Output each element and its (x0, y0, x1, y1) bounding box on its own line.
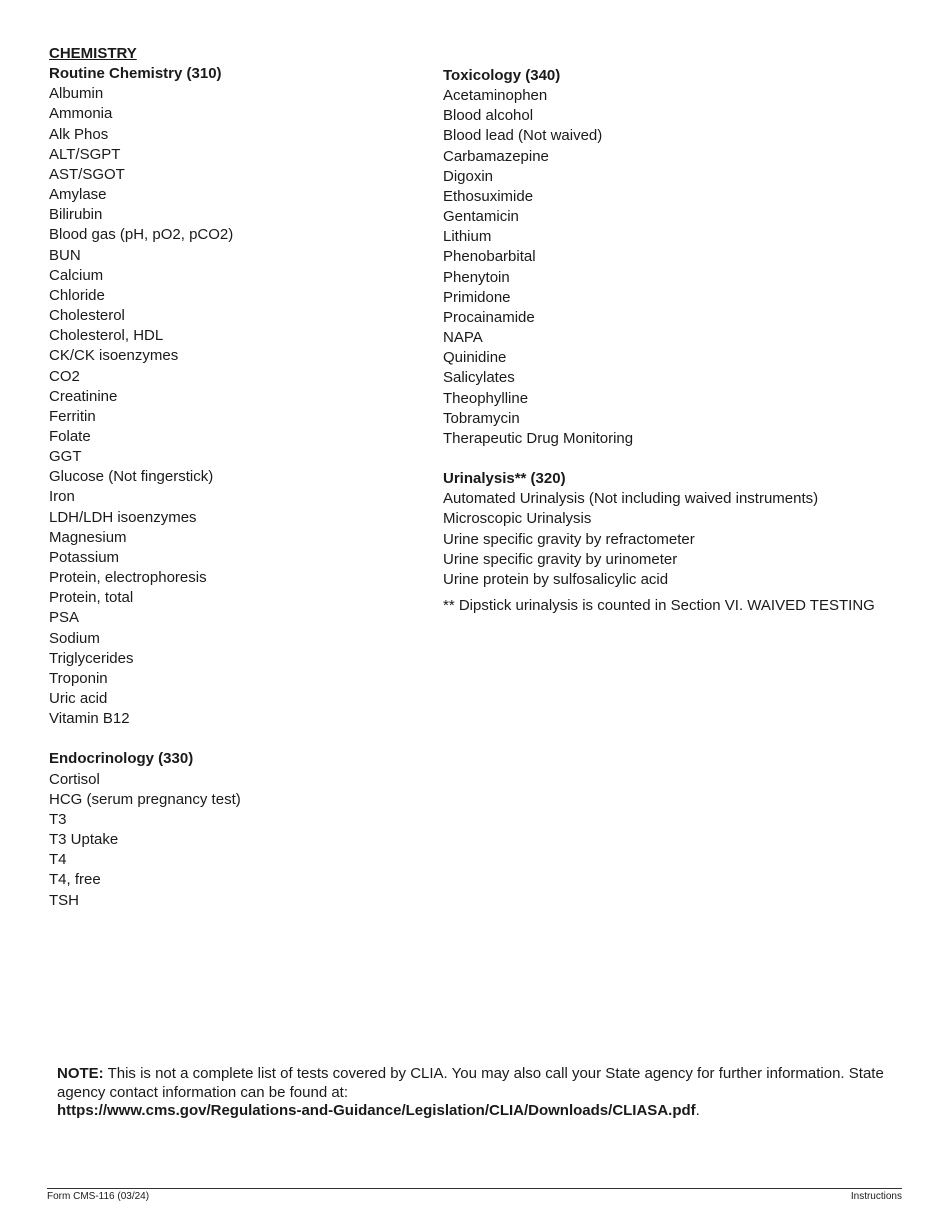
list-item: T3 (49, 810, 67, 828)
list-item: Protein, electrophoresis (49, 569, 207, 587)
list-item: T3 Uptake (49, 831, 119, 849)
note-url-link[interactable]: https://www.cms.gov/Regulations-and-Guidance/Legislation/CLIA/Downloads/CLIASA.pdf (57, 1102, 696, 1119)
list-item: Folate (49, 427, 91, 445)
list-item: Uric acid (49, 690, 108, 707)
list-item: T4 (49, 851, 67, 869)
list-item: Amylase (49, 186, 107, 204)
urinalysis-list (443, 489, 923, 590)
list-item: Calcium (49, 266, 104, 284)
toxicology-list (443, 86, 923, 449)
routine-chemistry-heading: Routine Chemistry (310) (49, 65, 222, 83)
list-item: Gentamicin (443, 208, 519, 226)
note-url-suffix: . (695, 1102, 700, 1119)
list-item: Potassium (49, 548, 120, 566)
chemistry-title: CHEMISTRY (49, 45, 137, 62)
list-item: Phenobarbital (443, 248, 536, 266)
list-item: LDH/LDH isoenzymes (49, 508, 197, 526)
toxicology-heading: Toxicology (340) (443, 67, 561, 84)
list-item: T4, free (49, 871, 101, 889)
list-item: Lithium (443, 228, 492, 246)
list-item: NAPA (443, 329, 483, 347)
list-item: CO2 (49, 367, 80, 385)
list-item: Cholesterol (49, 307, 125, 325)
list-item: Tobramycin (443, 409, 520, 427)
list-item: Bilirubin (49, 206, 103, 224)
list-item: Quinidine (443, 349, 507, 367)
list-item: Primidone (443, 288, 511, 306)
list-item: Protein, total (49, 589, 134, 607)
footer-divider (47, 1188, 902, 1189)
list-item: Automated Urinalysis (Not including waived instruments) (443, 490, 819, 508)
list-item: Chloride (49, 286, 105, 304)
list-item: PSA (49, 609, 80, 627)
list-item: Urine specific gravity by urinometer (443, 550, 678, 568)
left-column (49, 44, 409, 911)
list-item: Cortisol (49, 770, 100, 788)
routine-chemistry-list (49, 84, 409, 729)
list-item: Digoxin (443, 167, 494, 185)
note-text: This is not a complete list of tests covered by CLIA. You may also call your State agency for further information. State agency contact information can be found at: (57, 1065, 884, 1101)
endocrinology-list (49, 770, 409, 911)
list-item: Ammonia (49, 105, 113, 123)
list-item: Microscopic Urinalysis (443, 510, 592, 528)
urinalysis-heading: Urinalysis** (320) (443, 470, 566, 488)
list-item: Blood gas (pH, pO2, pCO2) (49, 226, 234, 244)
list-item: Albumin (49, 85, 104, 103)
list-item: Theophylline (443, 389, 529, 407)
endocrinology-heading: Endocrinology (330) (49, 750, 194, 768)
list-item: Blood lead (Not waived) (443, 127, 603, 145)
list-item: GGT (49, 448, 82, 466)
list-item: BUN (49, 246, 81, 264)
list-item: TSH (49, 891, 79, 909)
list-item: Urine protein by sulfosalicylic acid (443, 570, 669, 588)
list-item: Magnesium (49, 528, 127, 546)
list-item: Salicylates (443, 369, 515, 387)
list-item: Phenytoin (443, 268, 510, 286)
list-item: CK/CK isoenzymes (49, 347, 179, 365)
list-item: ALT/SGPT (49, 145, 121, 163)
list-item: HCG (serum pregnancy test) (49, 790, 241, 808)
note-label: NOTE: (57, 1065, 104, 1082)
list-item: Sodium (49, 629, 100, 647)
list-item: Blood alcohol (443, 107, 534, 125)
list-item: Glucose (Not fingerstick) (49, 468, 214, 486)
right-column (443, 66, 923, 616)
list-item: Acetaminophen (443, 87, 548, 105)
list-item: Iron (49, 488, 75, 506)
list-item: Ferritin (49, 407, 96, 425)
list-item: Cholesterol, HDL (49, 327, 164, 345)
list-item: Ethosuximide (443, 187, 534, 205)
list-item: Creatinine (49, 387, 118, 405)
list-item: Procainamide (443, 308, 535, 326)
footer-section: Instructions (850, 1191, 902, 1202)
list-item: Urine specific gravity by refractometer (443, 530, 695, 548)
list-item: Triglycerides (49, 649, 134, 667)
urinalysis-footnote: ** Dipstick urinalysis is counted in Section VI. WAIVED TESTING (443, 597, 875, 615)
form-id: Form CMS-116 (03/24) (47, 1191, 150, 1202)
list-item: Therapeutic Drug Monitoring (443, 429, 634, 447)
list-item: Vitamin B12 (49, 710, 130, 728)
list-item: Carbamazepine (443, 147, 549, 165)
list-item: Alk Phos (49, 125, 109, 143)
note-block (57, 1065, 927, 1121)
list-item: Troponin (49, 669, 108, 687)
list-item: AST/SGOT (49, 165, 125, 183)
